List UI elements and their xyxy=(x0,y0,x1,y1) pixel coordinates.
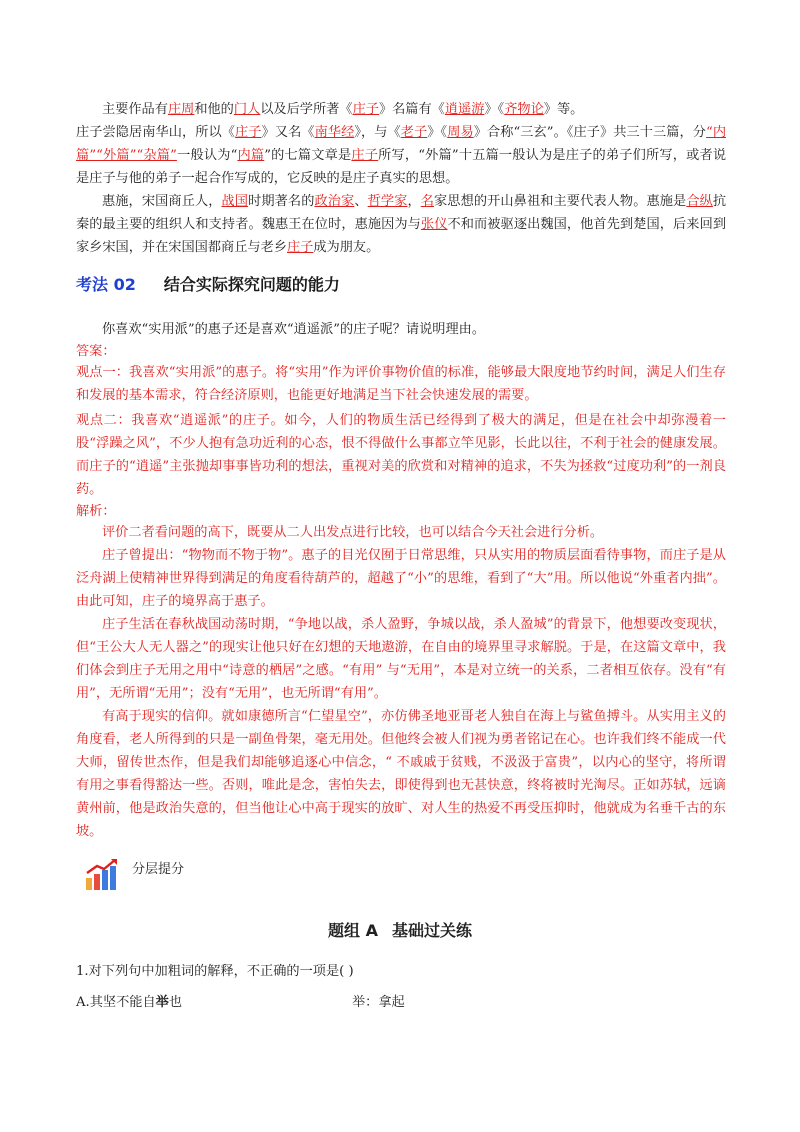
question-text: 你喜欢“实用派”的惠子还是喜欢“逍遥派”的庄子呢？请说明理由。 xyxy=(102,322,486,337)
answer-view-2: 观点二：我喜欢“逍遥派”的庄子。如今，人们的物质生活已经得到了极大的满足，但是在社会中却弥漫着一股“浮躁之风”，不少人抱有急功近利的心态，恨不得做什么事都立竿见影，长此以往，不利于社会的健康发展。而庄子的“逍遥”主张抛却事事皆功利的想法，重视对美的欣赏和对精神的追求，不失为拯救“过度功利”的一剂良药。 xyxy=(76,413,726,497)
analysis-paragraph: 庄子生活在春秋战国动荡时期，“争地以战，杀人盈野，争城以战，杀人盈城”的背景下，他想要改变现状，但“王公大人无人器之”的现实让他只好在幻想的天地遨游，在自由的境界里寻求解脱。于是，在这篇文章中，我们体会到庄子无用之用中“诗意的栖居”之感。“有用” 与“无用”，本是对立统一的关系，二者相互依存。没有“有用”，无所谓“无用”；没有“无用”，也无所谓“有用”。 xyxy=(76,617,726,701)
question-1-option-a-gloss: 举：拿起 xyxy=(352,995,405,1010)
layer-label: 分层提分 xyxy=(132,862,185,877)
intro-paragraph-2: 庄子尝隐居南华山，所以《庄子》又名《南华经》，与《老子》《周易》合称“三玄”。《庄子》共三十三篇，分“内篇”“外篇”“杂篇”一般认为“内篇”的七篇文章是庄子所写，“外篇”十五篇一般认为是庄子的弟子们所写，或者说是庄子与他的弟子一起合作写成的，它反映的是庄子真实的思想。 xyxy=(76,125,727,186)
bar-chart-icon xyxy=(84,856,122,892)
group-heading xyxy=(0,918,800,941)
intro-paragraph-3: 惠施，宋国商丘人，战国时期著名的政治家、哲学家，名家思想的开山鼻祖和主要代表人物。惠施是合纵抗秦的最主要的组织人和支持者。魏惠王在位时，惠施因为与张仪不和而被驱逐出魏国，他首先到楚国，后来回到家乡宋国，并在宋国国都商丘与老乡庄子成为朋友。 xyxy=(76,194,727,255)
analysis-label: 解析： xyxy=(76,504,116,519)
answer-view-1: 观点一：我喜欢“实用派”的惠子。将“实用”作为评价事物价值的标准，能够最大限度地节约时间，满足人们生存和发展的基本需求，符合经济原则，也能更好地满足当下社会快速发展的需要。 xyxy=(76,365,726,403)
analysis-paragraph: 庄子曾提出：“物物而不物于物”。惠子的目光仅囿于日常思维，只从实用的物质层面看待事物，而庄子是从泛舟湖上使精神世界得到满足的角度看待葫芦的，超越了“小”的思维，看到了“大”用。所以他说“外重者内拙”。由此可知，庄子的境界高于惠子。 xyxy=(76,548,726,609)
section-tag: 考法 02 xyxy=(76,275,136,294)
question-1-stem: 1.对下列句中加粗词的解释，不正确的一项是( ) xyxy=(76,964,354,979)
section-heading xyxy=(76,272,340,295)
analysis-paragraph: 有高于现实的信仰。就如康德所言“仁望星空”，亦仿佛圣地亚哥老人独自在海上与鲨鱼搏斗。从实用主义的角度看，老人所得到的只是一副鱼骨架，毫无用处。但他终会被人们视为勇者铭记在心。也许我们终不能成一代大师，留传世杰作，但是我们却能够追逐心中信念，“ 不戚戚于贫贱，不汲汲于富贵”，以内心的坚守，将所谓有用之事看得豁达一些。否则，唯此是念，害怕失去，即使得到也无甚快意，终将被时光淘尽。正如苏轼，远谪黄州前，他是政治失意的，但当他让心中高于现实的放旷、对人生的热爱不再受压抑时，他就成为名垂千古的东坡。 xyxy=(76,709,726,839)
group-title: 基础过关练 xyxy=(391,921,472,940)
intro-paragraph-1: 主要作品有庄周和他的门人以及后学所著《庄子》名篇有《逍遥游》《齐物论》等。 xyxy=(102,102,584,117)
question-1-option-a: A.其坚不能自举也 xyxy=(76,995,183,1010)
group-name: 题组 A xyxy=(328,921,378,940)
analysis-paragraph: 评价二者看问题的高下，既要从二人出发点进行比较，也可以结合今天社会进行分析。 xyxy=(102,525,604,540)
answer-label: 答案： xyxy=(76,344,116,359)
section-title: 结合实际探究问题的能力 xyxy=(163,275,340,294)
